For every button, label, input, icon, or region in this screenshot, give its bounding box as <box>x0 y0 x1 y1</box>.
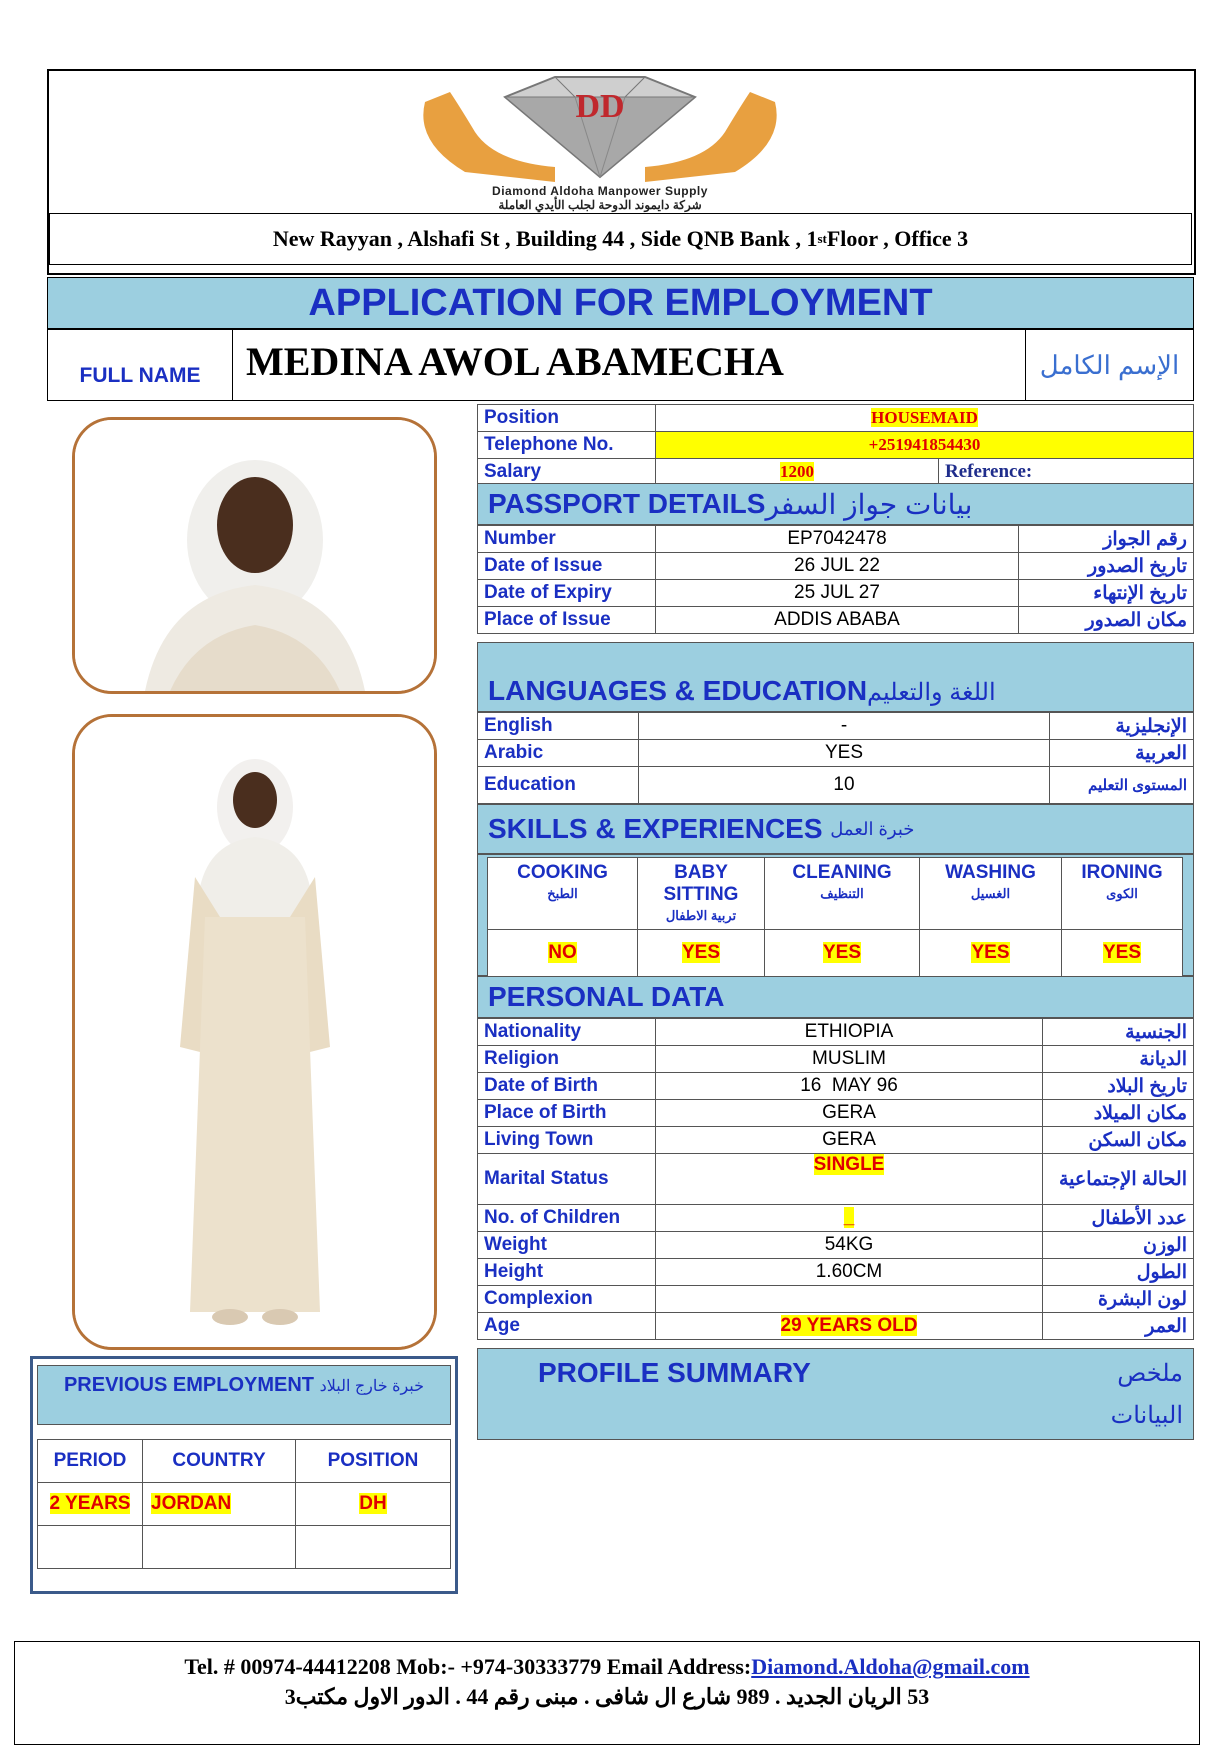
footer-contact-line <box>15 1654 1199 1680</box>
language-row <box>478 713 1194 740</box>
date-of-issue-value: 26 JUL 22 <box>656 553 1019 580</box>
personal-row <box>478 1046 1194 1073</box>
table-row-empty <box>38 1526 451 1569</box>
telephone-label: Telephone No. <box>478 432 656 459</box>
full-name-row <box>47 329 1194 401</box>
footer-phone: Tel. # 00974-44412208 Mob:- +974-30333779 Email Address: <box>184 1654 752 1679</box>
living-town-value: GERA <box>656 1127 1043 1154</box>
children-label: No. of Children <box>478 1205 656 1232</box>
personal-row <box>478 1100 1194 1127</box>
date-of-issue-label: Date of Issue <box>478 553 656 580</box>
dob-value: 16 MAY 96 <box>656 1073 1043 1100</box>
education-value: 10 <box>639 767 1050 804</box>
english-value: - <box>639 713 1050 740</box>
footer-email-link[interactable]: Diamond.Aldoha@gmail.com <box>751 1654 1030 1679</box>
address-bar <box>49 213 1192 265</box>
skills-title: SKILLS & EXPERIENCES <box>488 813 823 844</box>
dob-label: Date of Birth <box>478 1073 656 1100</box>
period-header: PERIOD <box>38 1440 143 1483</box>
passport-section-header <box>477 483 1194 525</box>
logo-letters: DD <box>575 88 625 125</box>
date-of-expiry-value: 25 JUL 27 <box>656 580 1019 607</box>
personal-section-header <box>477 976 1194 1018</box>
skill-ironing-value: YES <box>1102 942 1142 963</box>
address-part1: New Rayyan , Alshafi St , Building 44 , Side QNB Bank , 1 <box>272 226 818 251</box>
marital-status-label: Marital Status <box>478 1154 656 1205</box>
children-value: _ <box>843 1207 855 1228</box>
language-row <box>478 740 1194 767</box>
height-ar: الطول <box>1043 1259 1194 1286</box>
nationality-value: ETHIOPIA <box>656 1019 1043 1046</box>
place-of-birth-ar: مكان الميلاد <box>1043 1100 1194 1127</box>
position-header: POSITION <box>296 1440 451 1483</box>
full-name-label-ar: الإسم الكامل <box>1025 330 1193 400</box>
reference-label: Reference: <box>939 459 1194 486</box>
english-ar: الإنجليزية <box>1050 713 1194 740</box>
skill-cooking-value: NO <box>548 942 577 963</box>
personal-row <box>478 1205 1194 1232</box>
passport-row <box>478 526 1194 553</box>
previous-employment-title: PREVIOUS EMPLOYMENT <box>63 1374 314 1396</box>
age-ar: العمر <box>1043 1313 1194 1340</box>
job-info-table <box>477 404 1194 486</box>
personal-row <box>478 1286 1194 1313</box>
employment-position-value: DH <box>359 1493 387 1514</box>
passport-title: PASSPORT DETAILS <box>488 488 766 519</box>
full-name-value: MEDINA AWOL ABAMECHA <box>246 339 784 384</box>
full-body-photo <box>72 714 437 1350</box>
education-ar: المستوى التعليم <box>1050 767 1194 804</box>
personal-row <box>478 1127 1194 1154</box>
passport-row <box>478 553 1194 580</box>
place-of-birth-label: Place of Birth <box>478 1100 656 1127</box>
living-town-ar: مكان السكن <box>1043 1127 1194 1154</box>
passport-row <box>478 607 1194 634</box>
religion-label: Religion <box>478 1046 656 1073</box>
complexion-value <box>656 1286 1043 1313</box>
skill-cleaning-value: YES <box>822 942 862 963</box>
arabic-ar: العربية <box>1050 740 1194 767</box>
children-ar: عدد الأطفال <box>1043 1205 1194 1232</box>
dob-ar: تاريخ البلاد <box>1043 1073 1194 1100</box>
marital-status-value: SINGLE <box>813 1154 885 1175</box>
weight-label: Weight <box>478 1232 656 1259</box>
logo-caption <box>405 184 795 212</box>
personal-title: PERSONAL DATA <box>488 981 725 1012</box>
date-of-expiry-label: Date of Expiry <box>478 580 656 607</box>
personal-row <box>478 1313 1194 1340</box>
place-of-issue-label: Place of Issue <box>478 607 656 634</box>
education-label: Education <box>478 767 639 804</box>
languages-title-ar: اللغة والتعليم <box>867 679 996 706</box>
religion-ar: الديانة <box>1043 1046 1194 1073</box>
portrait-photo <box>72 417 437 694</box>
telephone-value: +251941854430 <box>656 432 1194 459</box>
footer <box>14 1641 1200 1745</box>
complexion-label: Complexion <box>478 1286 656 1313</box>
skill-ironing: IRONING الكوى <box>1062 858 1183 930</box>
previous-employment-header <box>37 1365 451 1425</box>
previous-employment-table <box>37 1439 451 1569</box>
country-header: COUNTRY <box>143 1440 296 1483</box>
period-value: 2 YEARS <box>49 1493 131 1514</box>
skill-cleaning: CLEANING التنظيف <box>765 858 920 930</box>
full-name-label: FULL NAME <box>48 330 233 400</box>
personal-table <box>477 1018 1194 1340</box>
profile-summary-title-ar-2: البيانات <box>1110 1402 1183 1429</box>
country-value: JORDAN <box>151 1493 232 1514</box>
age-label: Age <box>478 1313 656 1340</box>
skill-washing-value: YES <box>971 942 1010 963</box>
personal-row <box>478 1232 1194 1259</box>
english-label: English <box>478 713 639 740</box>
passport-number-label: Number <box>478 526 656 553</box>
passport-row <box>478 580 1194 607</box>
passport-number-ar: رقم الجواز <box>1019 526 1194 553</box>
previous-employment-box <box>30 1356 458 1594</box>
personal-row <box>478 1019 1194 1046</box>
skills-title-ar: خبرة العمل <box>830 818 915 839</box>
nationality-ar: الجنسية <box>1043 1019 1194 1046</box>
address-part2: Floor , Office 3 <box>826 226 969 251</box>
personal-row <box>478 1073 1194 1100</box>
personal-row <box>478 1259 1194 1286</box>
profile-summary-title: PROFILE SUMMARY <box>538 1357 811 1388</box>
living-town-label: Living Town <box>478 1127 656 1154</box>
place-of-issue-value: ADDIS ABABA <box>656 607 1019 634</box>
skill-baby-sitting: BABY SITTING تربية الاطفال <box>638 858 765 930</box>
place-of-birth-value: GERA <box>656 1100 1043 1127</box>
position-label: Position <box>478 405 656 432</box>
company-name-en: Diamond Aldoha Manpower Supply <box>492 184 708 198</box>
table-row <box>38 1483 451 1526</box>
passport-table <box>477 525 1194 634</box>
languages-title: LANGUAGES & EDUCATION <box>488 675 868 706</box>
religion-value: MUSLIM <box>656 1046 1043 1073</box>
skill-baby-sitting-value: YES <box>681 942 721 963</box>
page-title: APPLICATION FOR EMPLOYMENT <box>47 277 1194 329</box>
date-of-issue-ar: تاريخ الصدور <box>1019 553 1194 580</box>
passport-number-value: EP7042478 <box>656 526 1019 553</box>
height-value: 1.60CM <box>656 1259 1043 1286</box>
arabic-label: Arabic <box>478 740 639 767</box>
previous-employment-title-ar: خبرة خارج البلاد <box>319 1378 425 1395</box>
languages-table <box>477 712 1194 804</box>
address-sup: st <box>817 231 827 246</box>
weight-ar: الوزن <box>1043 1232 1194 1259</box>
skill-cooking: COOKING الطبخ <box>488 858 638 930</box>
place-of-issue-ar: مكان الصدور <box>1019 607 1194 634</box>
position-value: HOUSEMAID <box>871 408 978 427</box>
languages-section-header <box>477 642 1194 712</box>
skills-section-header <box>477 804 1194 854</box>
date-of-expiry-ar: تاريخ الإنتهاء <box>1019 580 1194 607</box>
skill-washing: WASHING الغسيل <box>920 858 1062 930</box>
profile-summary <box>477 1348 1194 1440</box>
passport-title-ar: بيانات جواز السفر <box>765 488 973 520</box>
profile-summary-title-ar-1: ملخص <box>1117 1360 1183 1387</box>
personal-row <box>478 1154 1194 1205</box>
company-name-ar: شركة دايموند الدوحة لجلب الأيدي العاملة <box>498 198 702 212</box>
height-label: Height <box>478 1259 656 1286</box>
marital-status-ar: الحالة الإجتماعية <box>1043 1154 1194 1205</box>
footer-address-ar: 53 الريان الجديد . 989 شارع ال شافى . مبنى رقم 44 . الدور الاول مكتب3 <box>284 1684 930 1709</box>
salary-label: Salary <box>478 459 656 486</box>
arabic-value: YES <box>639 740 1050 767</box>
weight-value: 54KG <box>656 1232 1043 1259</box>
skills-table <box>487 857 1183 977</box>
complexion-ar: لون البشرة <box>1043 1286 1194 1313</box>
language-row <box>478 767 1194 804</box>
nationality-label: Nationality <box>478 1019 656 1046</box>
age-value: 29 YEARS OLD <box>780 1315 918 1336</box>
salary-value: 1200 <box>780 462 814 481</box>
